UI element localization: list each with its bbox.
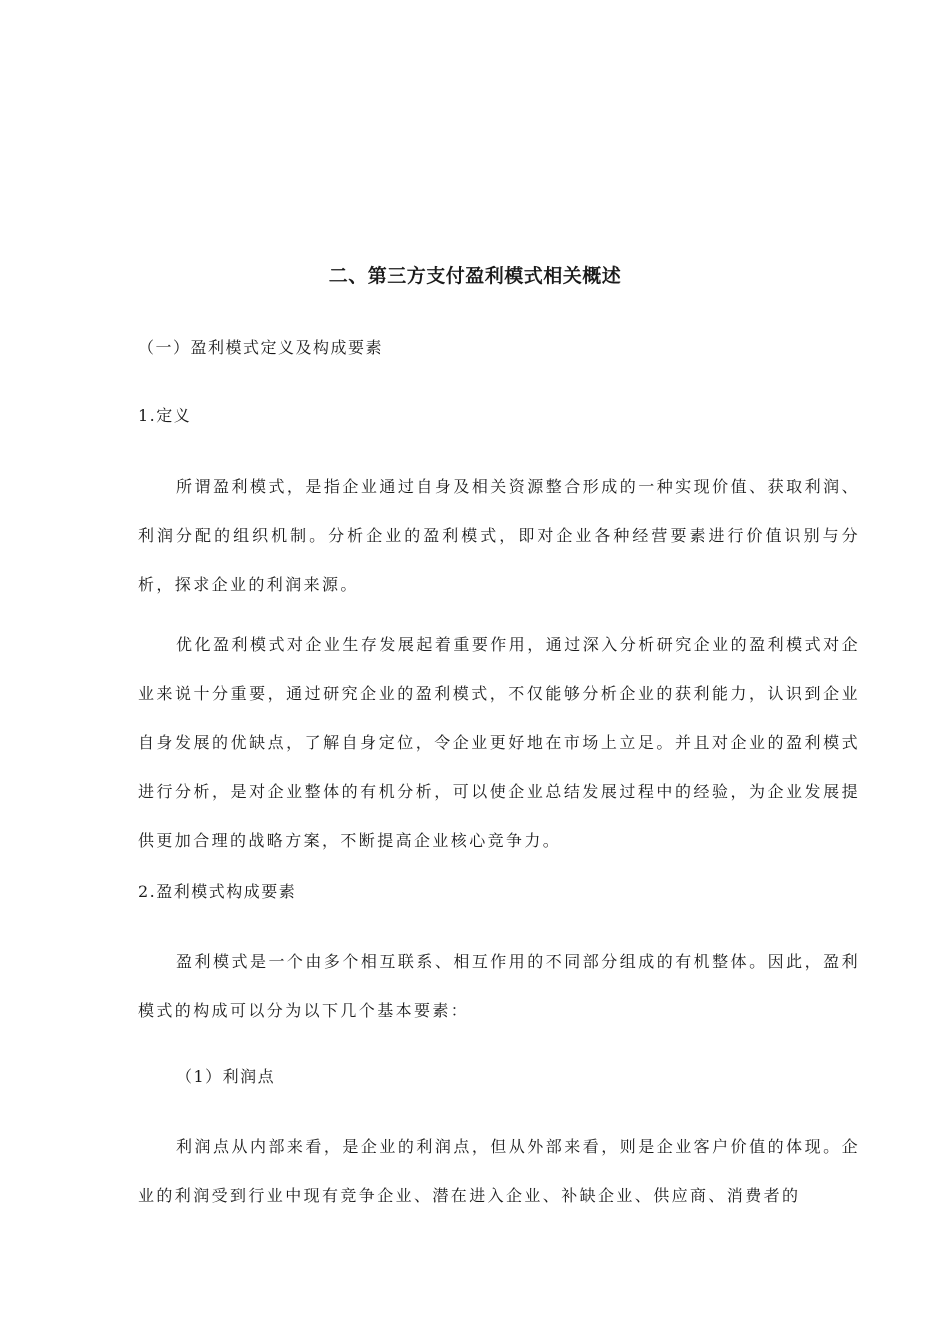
paragraph-importance: 优化盈利模式对企业生存发展起着重要作用，通过深入分析研究企业的盈利模式对企业来说十分重要，通过研究企业的盈利模式，不仅能够分析企业的获利能力，认识到企业自身发展的优缺点，了解自身定位，令企业更好地在市场上立足。并且对企业的盈利模式进行分析，是对企业整体的有机分析，可以使企业总结发展过程中的经验，为企业发展提供更加合理的战略方案，不断提高企业核心竞争力。: [138, 635, 860, 850]
item-heading-profit-point: （1）利润点: [176, 1067, 276, 1086]
chapter-title: 二、第三方支付盈利模式相关概述: [328, 265, 622, 287]
section-heading: （一）盈利模式定义及构成要素: [138, 338, 384, 357]
paragraph-elements-intro: 盈利模式是一个由多个相互联系、相互作用的不同部分组成的有机整体。因此，盈利模式的构成可以分为以下几个基本要素：: [138, 952, 860, 1020]
subsection-heading-definition: 1.定义: [138, 406, 192, 425]
paragraph-definition: 所谓盈利模式，是指企业通过自身及相关资源整合形成的一种实现价值、获取利润、利润分配的组织机制。分析企业的盈利模式，即对企业各种经营要素进行价值识别与分析，探求企业的利润来源。: [138, 477, 860, 594]
subsection-heading-elements: 2.盈利模式构成要素: [138, 882, 297, 901]
paragraph-profit-point: 利润点从内部来看，是企业的利润点，但从外部来看，则是企业客户价值的体现。企业的利润受到行业中现有竞争企业、潜在进入企业、补缺企业、供应商、消费者的: [138, 1137, 860, 1205]
